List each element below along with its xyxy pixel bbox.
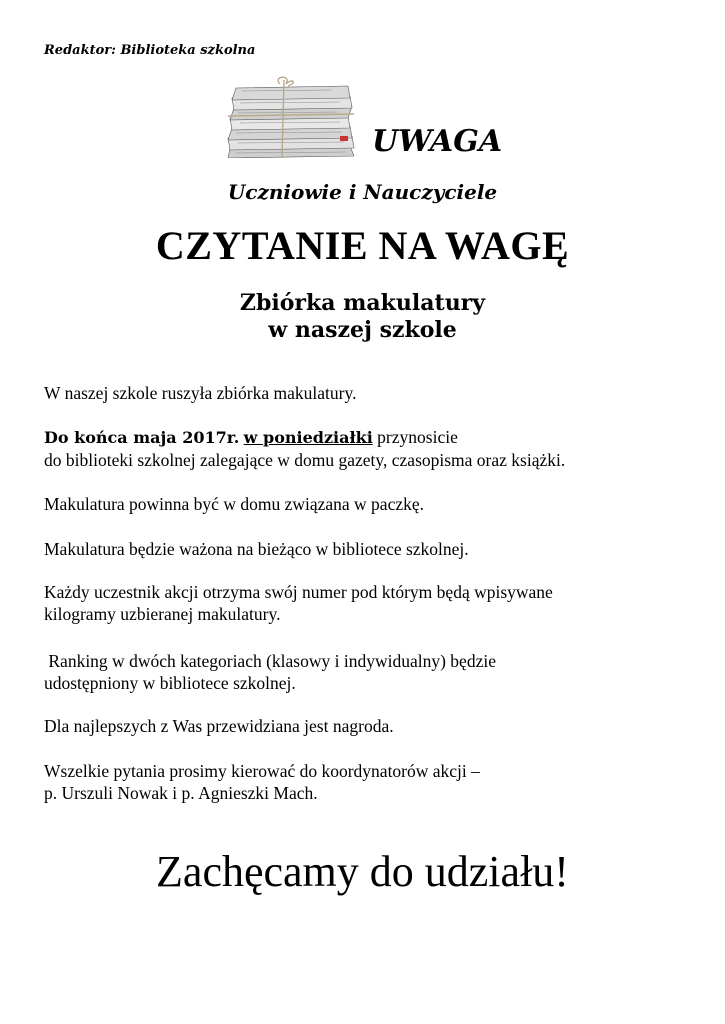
paragraph-intro: W naszej szkole ruszyła zbiórka makulatury. [44,383,357,403]
editor-line: Redaktor: Biblioteka szkolna [44,43,256,58]
newspaper-bundle-icon [222,76,360,158]
ranking-line-2: udostępniony w bibliotece szkolnej. [44,673,296,693]
paragraph-deadline [44,426,694,471]
paragraph-ranking [44,650,694,694]
paragraph-participant-number [44,581,694,625]
deadline-days: w poniedziałki [243,428,373,447]
subtitle-line-1: Zbiórka makulatury [239,290,486,316]
subtitle-line-2: w naszej szkole [268,317,457,343]
page-title: CZYTANIE NA WAGĘ [155,223,570,268]
deadline-text: przynosicie [372,427,458,447]
paragraph-packing: Makulatura powinna być w domu związana w paczkę. [44,494,424,514]
paragraph-contact [44,760,694,804]
participant-line-2: kilogramy uzbieranej makulatury. [44,604,281,624]
participant-line-1: Każdy uczestnik akcji otrzyma swój numer pod którym będą wpisywane [44,582,553,602]
audience-line: Uczniowie i Nauczyciele [227,180,498,204]
deadline-date: Do końca maja 2017r. [44,428,240,447]
closing-call-to-action: Zachęcamy do udziału! [156,847,569,896]
paragraph-prize: Dla najlepszych z Was przewidziana jest nagroda. [44,716,394,736]
subtitle [0,290,725,344]
contact-line-1: Wszelkie pytania prosimy kierować do koordynatorów akcji – [44,761,480,781]
contact-line-2: p. Urszuli Nowak i p. Agnieszki Mach. [44,783,318,803]
attention-heading: UWAGA [372,124,503,159]
ranking-line-1: Ranking w dwóch kategoriach (klasowy i indywidualny) będzie [44,651,496,671]
deadline-text-line-2: do biblioteki szkolnej zalegające w domu gazety, czasopisma oraz książki. [44,450,566,470]
paragraph-weighing: Makulatura będzie ważona na bieżąco w bibliotece szkolnej. [44,539,469,559]
